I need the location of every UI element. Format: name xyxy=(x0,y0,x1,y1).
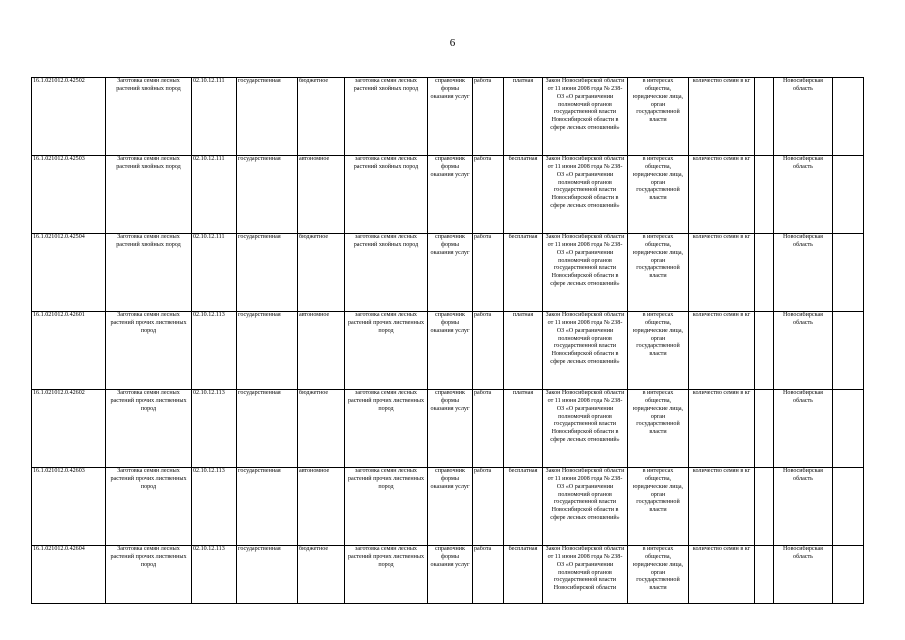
cell-empty xyxy=(833,390,864,468)
cell-empty xyxy=(755,78,774,156)
cell-law: Закон Новосибирской области от 11 июня 2008 года № 238-ОЗ «О разграничении полномочий органов государственной власти Новосибирской области в сфере лесных отношений» xyxy=(543,312,628,390)
cell-code: 16.1.021012.0.42504 xyxy=(32,234,106,312)
cell-empty xyxy=(755,468,774,546)
cell-law: Закон Новосибирской области от 11 июня 2008 года № 238-ОЗ «О разграничении полномочий органов государственной власти Новосибирской области в сфере лесных отношений» xyxy=(543,234,628,312)
page-number: 6 xyxy=(449,37,456,49)
cell-empty xyxy=(755,156,774,234)
cell-indicator: количество семян в кг xyxy=(689,156,755,234)
cell-indicator: количество семян в кг xyxy=(689,468,755,546)
cell-empty xyxy=(833,78,864,156)
cell-okpd: 02.10.12.113 xyxy=(192,546,237,604)
cell-institution-type: автономное xyxy=(298,312,345,390)
cell-territory: Новосибирская область xyxy=(774,78,833,156)
cell-code: 16.1.021012.0.42502 xyxy=(32,78,106,156)
cell-content: заготовка семян лесных растений прочих лиственных пород xyxy=(345,312,428,390)
cell-consumers: в интересах общества, юридические лица, орган государственной власти xyxy=(628,78,689,156)
cell-consumers: в интересах общества, юридические лица, орган государственной власти xyxy=(628,312,689,390)
cell-payment: бесплатная xyxy=(504,546,543,604)
cell-indicator: количество семян в кг xyxy=(689,546,755,604)
cell-category: работа xyxy=(473,156,504,234)
cell-ownership: государственная xyxy=(237,390,298,468)
cell-category: работа xyxy=(473,468,504,546)
cell-territory: Новосибирская область xyxy=(774,234,833,312)
cell-ownership: государственная xyxy=(237,468,298,546)
cell-law: Закон Новосибирской области от 11 июня 2008 года № 238-ОЗ «О разграничении полномочий органов государственной власти Новосибирской области в сфере лесных отношений» xyxy=(543,78,628,156)
cell-territory: Новосибирская область xyxy=(774,390,833,468)
cell-law: Закон Новосибирской области от 11 июня 2008 года № 238-ОЗ «О разграничении полномочий органов государственной власти Новосибирской области в сфере лесных отношений» xyxy=(543,390,628,468)
cell-service-name: Заготовка семян лесных растений хвойных пород xyxy=(106,234,192,312)
cell-empty xyxy=(755,234,774,312)
cell-okpd: 02.10.12.113 xyxy=(192,312,237,390)
cell-law: Закон Новосибирской области от 11 июня 2008 года № 238-ОЗ «О разграничении полномочий органов государственной власти Новосибирской области в сфере лесных отношений» xyxy=(543,156,628,234)
cell-service-name: Заготовка семян лесных растений хвойных пород xyxy=(106,78,192,156)
cell-law: Закон Новосибирской области от 11 июня 2008 года № 238-ОЗ «О разграничении полномочий органов государственной власти Новосибирской области xyxy=(543,546,628,604)
cell-category: работа xyxy=(473,312,504,390)
cell-consumers: в интересах общества, юридические лица, орган государственной власти xyxy=(628,234,689,312)
cell-code: 16.1.021012.0.42503 xyxy=(32,156,106,234)
cell-content: заготовка семян лесных растений прочих лиственных пород xyxy=(345,546,428,604)
cell-code: 16.1.021012.0.42602 xyxy=(32,390,106,468)
cell-consumers: в интересах общества, юридические лица, орган государственной власти xyxy=(628,390,689,468)
cell-code: 16.1.021012.0.42601 xyxy=(32,312,106,390)
cell-content: заготовка семян лесных растений хвойных пород xyxy=(345,234,428,312)
cell-form: справочник формы оказания услуг xyxy=(428,156,473,234)
table-row xyxy=(32,156,864,234)
cell-content: заготовка семян лесных растений хвойных пород xyxy=(345,78,428,156)
cell-institution-type: автономное xyxy=(298,468,345,546)
table-row xyxy=(32,78,864,156)
cell-category: работа xyxy=(473,78,504,156)
cell-law: Закон Новосибирской области от 11 июня 2008 года № 238-ОЗ «О разграничении полномочий органов государственной власти Новосибирской области в сфере лесных отношений» xyxy=(543,468,628,546)
table-row xyxy=(32,234,864,312)
cell-code: 16.1.021012.0.42604 xyxy=(32,546,106,604)
cell-empty xyxy=(755,390,774,468)
cell-form: справочник формы оказания услуг xyxy=(428,546,473,604)
table-row xyxy=(32,546,864,604)
cell-payment: бесплатная xyxy=(504,234,543,312)
cell-territory: Новосибирская область xyxy=(774,468,833,546)
cell-consumers: в интересах общества, юридические лица, орган государственной власти xyxy=(628,468,689,546)
cell-ownership: государственная xyxy=(237,78,298,156)
cell-service-name: Заготовка семян лесных растений прочих лиственных пород xyxy=(106,390,192,468)
cell-empty xyxy=(833,468,864,546)
cell-okpd: 02.10.12.111 xyxy=(192,156,237,234)
cell-payment: платная xyxy=(504,390,543,468)
cell-service-name: Заготовка семян лесных растений прочих лиственных пород xyxy=(106,468,192,546)
cell-okpd: 02.10.12.111 xyxy=(192,234,237,312)
cell-empty xyxy=(755,546,774,604)
cell-payment: бесплатная xyxy=(504,156,543,234)
cell-institution-type: бюджетное xyxy=(298,234,345,312)
cell-okpd: 02.10.12.111 xyxy=(192,78,237,156)
cell-form: справочник формы оказания услуг xyxy=(428,390,473,468)
registry-table xyxy=(31,77,864,604)
cell-institution-type: бюджетное xyxy=(298,78,345,156)
cell-consumers: в интересах общества, юридические лица, орган государственной власти xyxy=(628,156,689,234)
cell-indicator: количество семян в кг xyxy=(689,312,755,390)
cell-institution-type: автономное xyxy=(298,156,345,234)
cell-okpd: 02.10.12.113 xyxy=(192,468,237,546)
cell-form: справочник формы оказания услуг xyxy=(428,312,473,390)
cell-empty xyxy=(755,312,774,390)
cell-empty xyxy=(833,234,864,312)
cell-service-name: Заготовка семян лесных растений прочих лиственных пород xyxy=(106,546,192,604)
cell-code: 16.1.021012.0.42603 xyxy=(32,468,106,546)
cell-okpd: 02.10.12.113 xyxy=(192,390,237,468)
cell-institution-type: бюджетное xyxy=(298,546,345,604)
cell-payment: бесплатная xyxy=(504,468,543,546)
table-row xyxy=(32,390,864,468)
cell-payment: платная xyxy=(504,78,543,156)
cell-service-name: Заготовка семян лесных растений хвойных пород xyxy=(106,156,192,234)
cell-category: работа xyxy=(473,390,504,468)
cell-form: справочник формы оказания услуг xyxy=(428,468,473,546)
cell-empty xyxy=(833,156,864,234)
cell-form: справочник формы оказания услуг xyxy=(428,234,473,312)
cell-empty xyxy=(833,546,864,604)
cell-territory: Новосибирская область xyxy=(774,156,833,234)
cell-form: справочник формы оказания услуг xyxy=(428,78,473,156)
cell-institution-type: бюджетное xyxy=(298,390,345,468)
table-body xyxy=(32,78,864,604)
cell-consumers: в интересах общества, юридические лица, орган государственной власти xyxy=(628,546,689,604)
cell-empty xyxy=(833,312,864,390)
cell-content: заготовка семян лесных растений прочих лиственных пород xyxy=(345,468,428,546)
cell-ownership: государственная xyxy=(237,312,298,390)
cell-content: заготовка семян лесных растений прочих лиственных пород xyxy=(345,390,428,468)
cell-territory: Новосибирская область xyxy=(774,312,833,390)
table-row xyxy=(32,468,864,546)
cell-ownership: государственная xyxy=(237,234,298,312)
cell-content: заготовка семян лесных растений хвойных пород xyxy=(345,156,428,234)
cell-indicator: количество семян в кг xyxy=(689,390,755,468)
table-row xyxy=(32,312,864,390)
cell-territory: Новосибирская область xyxy=(774,546,833,604)
cell-category: работа xyxy=(473,546,504,604)
cell-category: работа xyxy=(473,234,504,312)
cell-indicator: количество семян в кг xyxy=(689,78,755,156)
cell-ownership: государственная xyxy=(237,156,298,234)
cell-indicator: количество семян в кг xyxy=(689,234,755,312)
cell-ownership: государственная xyxy=(237,546,298,604)
cell-service-name: Заготовка семян лесных растений прочих лиственных пород xyxy=(106,312,192,390)
cell-payment: платная xyxy=(504,312,543,390)
